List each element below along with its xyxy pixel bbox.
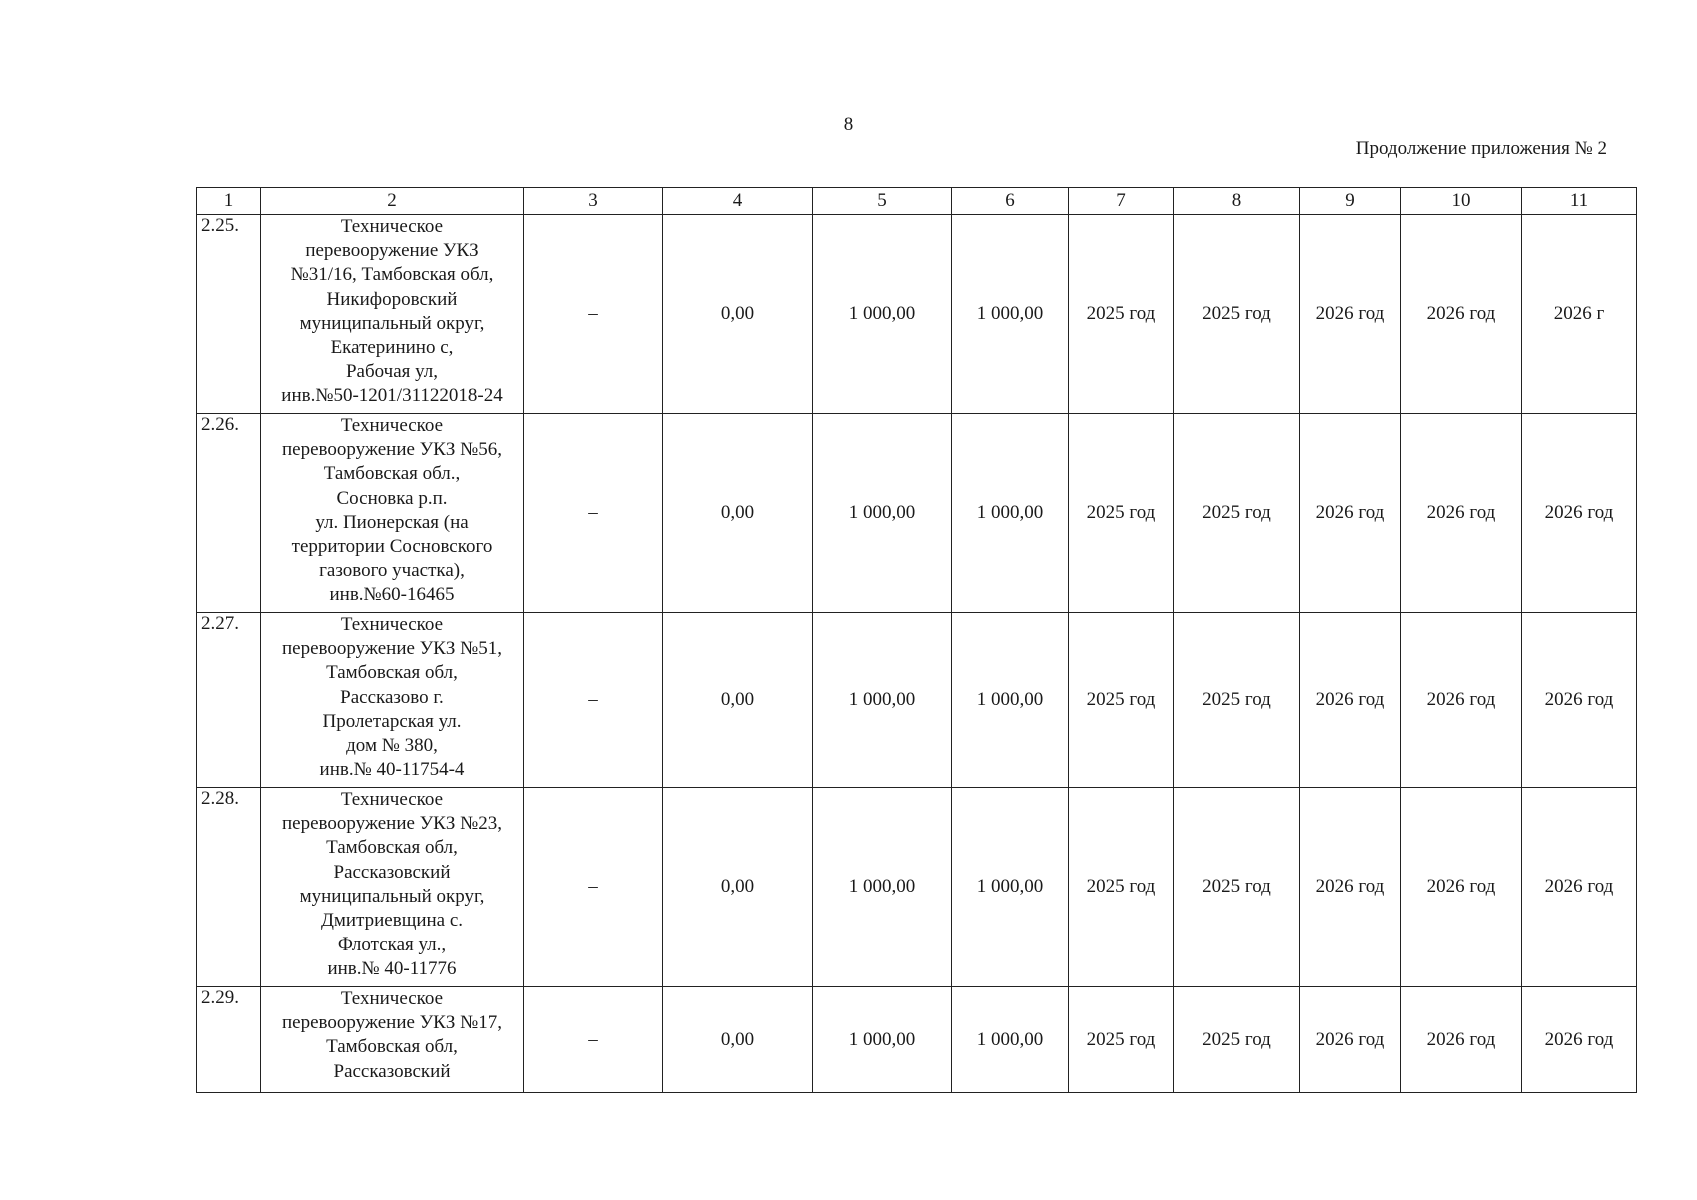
cell-col-6: 1 000,00 [952,414,1069,613]
cell-col-8: 2025 год [1174,215,1300,414]
cell-col-9: 2026 год [1300,215,1401,414]
column-header: 11 [1522,188,1637,215]
cell-col-3: – [524,613,663,788]
object-name-line: Тамбовская обл., [323,463,461,485]
cell-col-10: 2026 год [1401,613,1522,788]
object-name-line: Техническое [340,415,444,436]
object-name-line: инв.№ 40-11776 [327,958,457,980]
column-header: 1 [197,188,261,215]
object-name-line: муниципальный округ, [299,885,485,907]
object-name-line: территории Сосновского [291,536,493,558]
column-header: 5 [813,188,952,215]
column-header: 9 [1300,188,1401,215]
cell-col-11: 2026 год [1522,987,1637,1093]
cell-col-8: 2025 год [1174,613,1300,788]
cell-col-4: 0,00 [663,788,813,987]
table-row [197,987,1637,1093]
object-name-cell [261,788,524,987]
object-name-line: Екатеринино с, [330,337,454,359]
cell-col-9: 2026 год [1300,414,1401,613]
object-name-line: Техническое [340,614,444,635]
cell-col-9: 2026 год [1300,987,1401,1093]
object-name-line: Дмитриевщина с. [320,910,464,932]
row-number: 2.25. [197,215,261,414]
cell-col-7: 2025 год [1069,788,1174,987]
cell-col-5: 1 000,00 [813,788,952,987]
column-header: 6 [952,188,1069,215]
table-row [197,788,1637,987]
row-number: 2.26. [197,414,261,613]
cell-col-3: – [524,987,663,1093]
cell-col-5: 1 000,00 [813,987,952,1093]
cell-col-4: 0,00 [663,414,813,613]
cell-col-7: 2025 год [1069,613,1174,788]
object-name-line: Сосновка р.п. [336,487,448,509]
column-header: 4 [663,188,813,215]
appendix-continuation-label: Продолжение приложения № 2 [1355,138,1607,159]
cell-col-8: 2025 год [1174,788,1300,987]
cell-col-4: 0,00 [663,613,813,788]
cell-col-10: 2026 год [1401,788,1522,987]
row-number: 2.29. [197,987,261,1093]
appendix-table [196,187,1637,1093]
row-number: 2.27. [197,613,261,788]
object-name-line: дом № 380, [346,735,438,757]
page-number: 8 [843,114,854,135]
object-name-line: №31/16, Тамбовская обл, [290,264,494,286]
object-name-line: Техническое [340,789,444,810]
object-name-line: перевооружение УКЗ [305,240,479,262]
cell-col-6: 1 000,00 [952,788,1069,987]
column-header: 2 [261,188,524,215]
cell-col-11: 2026 г [1522,215,1637,414]
object-name-line: Тамбовская обл, [326,837,458,859]
cell-col-10: 2026 год [1401,414,1522,613]
object-name-line: инв.№50-1201/31122018-24 [281,385,503,407]
cell-col-5: 1 000,00 [813,613,952,788]
cell-col-7: 2025 год [1069,215,1174,414]
object-name-line: Техническое [340,988,444,1009]
column-header: 10 [1401,188,1522,215]
cell-col-8: 2025 год [1174,987,1300,1093]
cell-col-9: 2026 год [1300,788,1401,987]
cell-col-5: 1 000,00 [813,414,952,613]
object-name-cell [261,414,524,613]
object-name-line: перевооружение УКЗ №17, [282,1012,502,1034]
object-name-line: инв.№60-16465 [329,584,455,606]
object-name-line: Рассказово г. [340,686,444,708]
table-row [197,215,1637,414]
object-name-cell [261,613,524,788]
object-name-line: Пролетарская ул. [322,710,462,732]
column-header: 8 [1174,188,1300,215]
cell-col-10: 2026 год [1401,987,1522,1093]
cell-col-4: 0,00 [663,987,813,1093]
cell-col-11: 2026 год [1522,613,1637,788]
object-name-line: Рабочая ул, [345,361,439,383]
cell-col-3: – [524,788,663,987]
object-name-line: Рассказовский [333,861,451,883]
cell-col-7: 2025 год [1069,414,1174,613]
cell-col-4: 0,00 [663,215,813,414]
column-header: 3 [524,188,663,215]
object-name-line: инв.№ 40-11754-4 [319,759,465,781]
cell-col-11: 2026 год [1522,788,1637,987]
row-number: 2.28. [197,788,261,987]
object-name-cell [261,215,524,414]
cell-col-6: 1 000,00 [952,215,1069,414]
cell-col-5: 1 000,00 [813,215,952,414]
table-row [197,414,1637,613]
cell-col-3: – [524,215,663,414]
object-name-line: ул. Пионерская (на [315,511,469,533]
column-number-row [197,188,1637,215]
column-header: 7 [1069,188,1174,215]
cell-col-11: 2026 год [1522,414,1637,613]
object-name-line: муниципальный округ, [299,312,485,334]
object-name-line: Никифоровский [326,288,458,310]
cell-col-9: 2026 год [1300,613,1401,788]
object-name-line: Тамбовская обл, [326,1036,458,1058]
object-name-line: перевооружение УКЗ №23, [282,813,502,835]
object-name-line: Флотская ул., [337,934,447,956]
cell-col-6: 1 000,00 [952,987,1069,1093]
object-name-line: Техническое [340,216,444,237]
object-name-cell [261,987,524,1093]
cell-col-3: – [524,414,663,613]
object-name-line: перевооружение УКЗ №56, [282,439,502,461]
object-name-line: Тамбовская обл, [326,662,458,684]
cell-col-8: 2025 год [1174,414,1300,613]
cell-col-10: 2026 год [1401,215,1522,414]
table-row [197,613,1637,788]
object-name-line: перевооружение УКЗ №51, [282,638,502,660]
cell-col-7: 2025 год [1069,987,1174,1093]
cell-col-6: 1 000,00 [952,613,1069,788]
object-name-line: Рассказовский [333,1060,451,1082]
object-name-line: газового участка), [319,560,465,582]
